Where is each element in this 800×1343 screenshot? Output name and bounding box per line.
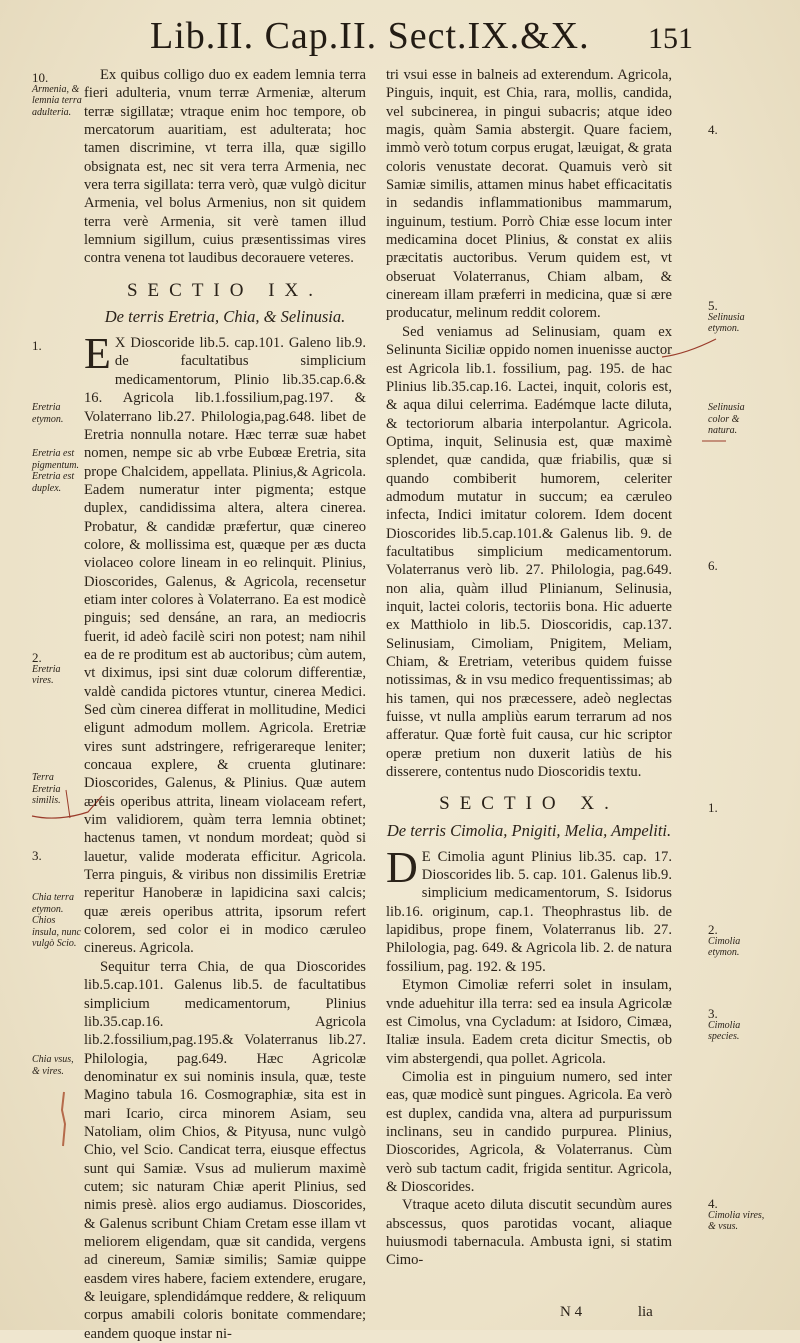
right-column	[386, 66, 672, 1270]
margin-number: 10.	[32, 70, 49, 85]
margin-note-left-2	[32, 340, 82, 352]
margin-text: Chia terra etymon. Chios insula, nunc vulgò Scio.	[32, 892, 81, 949]
margin-note-right-2	[708, 300, 766, 335]
margin-text: Eretria vires.	[32, 663, 61, 686]
paragraph: Cimolia est in pinguium numero, sed inter eas, quæ modicè sunt pingues. Agricola. Ea verò est duplex, candida vna, altera ad purpurissum inclinans, seu in candido purpurea. Plinius, Dioscorides, Agricola, & Volaterranus. Cùm verò sub tactum cadit, frigida sentitur. Agricola, & Dioscorides.	[386, 1068, 672, 1195]
margin-number: 6.	[708, 558, 718, 573]
margin-number: 2.	[32, 650, 42, 665]
margin-note-left-9	[32, 1054, 82, 1077]
margin-note-right-4	[708, 560, 766, 572]
paragraph: Etymon Cimoliæ referri solet in insulam, vnde aduehitur illa terra: sed ea insula Agricolæ est Cimolus, vna Cycladum: at Isidoro, Cimæa, Italiæ insula. Eadem creta dicitur Smectis, ob vim abstergendi, qua pollet. Agricola.	[386, 977, 672, 1067]
paragraph: Sed veniamus ad Selinusiam, quam ex Selinunta Siciliæ oppido nomen inuenisse auctor est Agricola lib.1. fossilium, pag. 195. de hac Plinius lib.35.cap.16. Lactei, inquit, coloris est, & aqua dilui celerrima. Eadémque lacte diluta, & tectoriorum albaria interpolantur. Agricola. Optima, inquit, Selinusia est, quæ maximè splendet, quæ candida, quæ friabilis, quæ si quando combiberit humorem, celeriter admodum mutatur in succum; ea cæruleo infecta, Indici imitatur colorem. Idem docent Dioscorides lib.5.cap.101.& Galenus lib. 9. de facultatibus simplicium medicamentorum. Volaterranus verò lib. 27. Philologia, pag.649. non alia, quàm illud Plinianum, Selinusia, inquit, lactei coloris, tectoriis bona. Hic aduerte ex Matthiolo in lib.5. Dioscoridis, cap.137. Selinusiam, Cimoliam, Pnigitem, Meliam, Chiam, & Eretriam, veteribus quidem fuisse notissimas, & in vsu medico frequentissimas; ab his tamen, qui nos præcessere, adeò neglectas fuisse, vt nulla ampliùs earum terrarum ad nos afferatur. Quæ fortè fuit causa, cur hic scriptor operæ pretium non duxerit latiùs de his disserere, contentus nudo Dioscoridis textu.	[386, 323, 672, 781]
margin-number: 3.	[32, 848, 42, 863]
running-head: Lib.II. Cap.II. Sect.IX.&X.	[150, 15, 590, 57]
drop-capital: E	[84, 329, 111, 379]
section-subheading-x: De terris Cimolia, Pnigiti, Melia, Ampeliti.	[386, 820, 672, 840]
paragraph-text: X Dioscoride lib.5. cap.101. Galeno lib.9. de facultatibus simplicium medicamentorum, Plinio lib.35.cap.6.& 16. Agricola lib.1.fossilium,pag.197. & Volaterrano lib.27. Philologia,pag.648. libet de Eretria nonnulla notare. Hæc terræ suæ habet nomen, nempe sic ab vrbe Eubœæ Eretria, sita prope Chalcidem, appellata. Plinius,& Agricola. Eadem numeratur inter pigmenta; estque duplex, candidissima altera, altera cinerea. Probatur, & candidæ præfertur, quæ cinereo colore, & mollissima est, quæque per æs ducta violaceo colore lineam in eo relinquit. Plinius, Dioscorides, Galenus, & Agricola, recensetur etiam inter colores à Volaterrano. Ea est modicè pinguis; sed densáne, an rara, an mediocris fuerit, id adeò facilè sciri non potest; nam nihil ea de re proditum est ab auctoribus; cùm autem, vt diximus, ipsi sint duæ colorum differentiæ, valdè candida pictores vtuntur, cinerea Medici. Sed cùm cinerea differat in mollitudine, Medici eligunt admodum mollem. Agricola. Eretriæ vires sunt adstringere, refrigerareque leniter; concaua explere, & cruenta glutinare: Dioscorides, Galenus, & Plinius. Quæ autem æreis operibus attrita, lineam violaceam refert, vim validiorem, quàm terra lemnia obtinet; hactenus tamen, vt nondum mordeat; quòd si lauetur, valide moderata efficitur. Agricola. Terra pinguis, & viribus non dissimilis Eretriæ reperitur Hanoberæ in lapidicina saxi calcis; quæ æreis operibus attrita, ipsorum refert colorem, sed color ei in modico cæruleo cinereus. Agricola.	[84, 335, 366, 957]
page-footer	[560, 1304, 700, 1321]
margin-text: Selinusia etymon.	[708, 311, 745, 334]
paragraph: Sequitur terra Chia, de qua Dioscorides lib.5.cap.101. Galenus lib.5. de facultatibus simplicium medicamentorum, Plinius lib.35.cap.16. Agricola lib.2.fossilium,pag.195.& Volaterranus lib.27. Philologia, pag.649. Hæc Agricolæ denominatur ex sui nominis insula, quæ, teste Magino tabula 16. Cosmographiæ, sita est in mari Icario, circa minorem Asiam, seu Natoliam, olim Chios, & Pityusa, nunc vulgò Chio, vel Scio. Candicat terra, eiusque effectus sunt qui Samiæ. Vsus ad mulierum maximè cutem; sic naturam Chiæ aperit Plinius, sed nimis presè. alios ergo audiamus. Dioscorides, & Galenus scribunt Chiam Cretam esse illam vt meliorem eligendam, quæ sit candida, vergens ad cinereum, Samiæ similis; Samiæ quippe easdem vires habere, faciem extendere, erugare, & leuigare, splendidámque reddere, & reliquum corpus amabili coloris bonitate commendare; eandem quoque instar ni-	[84, 958, 366, 1342]
paragraph: tri vsui esse in balneis ad exterendum. Agricola, Pinguis, inquit, est Chia, rara, mollis, candida, vel subcinerea, in pingui subacris; atque ideo magis, quàm Samia abstergit. Quare faciem, immò verò totum corpus erugat, læuigat, & grata coloris venustate decorat. Quamuis verò sit Samiæ similis, attamen minus habet efficacitatis in sedandis inflammationibus mammarum, inguinum, testium. Porrò Chiæ esse locum inter medicamina docet Plinius, & constat ex aliis præcitatis auctoribus. Verum quidem est, vt obseruat Volaterranus, Chiam albam, & cineream illam præferri in medicina, quæ si ære producatur, melinum reddit colorem.	[386, 67, 672, 322]
section-subheading-ix: De terris Eretria, Chia, & Selinusia.	[104, 307, 346, 327]
ink-mark-left-2	[56, 1090, 72, 1150]
margin-note-left-7	[32, 850, 82, 862]
margin-text: Selinusia color & natura.	[708, 402, 745, 436]
drop-capital: D	[386, 842, 418, 892]
margin-text: Eretria etymon.	[32, 402, 64, 425]
margin-text: Eretria est pigmentum. Eretria est duplex.	[32, 448, 79, 494]
left-column	[84, 66, 366, 1343]
paragraph: Vtraque aceto diluta discutit secundùm aures abscessus, quos parotidas vocant, aliaque huiusmodi tabernacula. Ambusta igni, si statim Cimo-	[386, 1197, 672, 1269]
margin-number: 3.	[708, 1006, 718, 1021]
margin-text: Cimolia vires, & vsus.	[708, 1209, 765, 1232]
margin-number: 4.	[708, 122, 718, 137]
catchword: lia	[637, 1304, 653, 1320]
paragraph-text: E Cimolia agunt Plinius lib.35. cap. 17. Dioscorides lib. 5. cap. 101. Galenus lib.9. simplicium medicamentorum, S. Isidorus lib.16. originum, cap.1. Theophrastus lib. de lapidibus, prope finem, Volaterranus lib. 27. Philologia, pag. 649. & Agricola lib. 2. de natura fossilium, pag. 192. & 195.	[386, 848, 672, 975]
paragraph-with-dropcap	[84, 329, 366, 958]
margin-note-right-5	[708, 802, 766, 814]
margin-number: 1.	[708, 800, 718, 815]
margin-text: Chia vsus, & vires.	[32, 1054, 74, 1077]
margin-text: Terra Eretria similis.	[32, 772, 61, 806]
ink-dash-right	[700, 436, 730, 446]
margin-text: Cimolia species.	[708, 1019, 741, 1042]
paragraph-with-dropcap	[386, 842, 672, 976]
margin-note-left-5	[32, 652, 82, 687]
margin-note-right-6	[708, 924, 766, 959]
signature-mark: N 4	[560, 1304, 583, 1320]
margin-number: 4.	[708, 1196, 718, 1211]
section-heading-ix: SECTIO IX.	[126, 279, 324, 301]
margin-note-right-7	[708, 1008, 766, 1043]
margin-number: 5.	[708, 298, 718, 313]
margin-note-left-4	[32, 448, 82, 494]
paragraph: Ex quibus colligo duo ex eadem lemnia terra fieri adulteria, vnum terræ Armeniæ, alterum terræ sigillatæ; vtraque enim hoc tempore, ob mercatorum auaritiam, est adulterata; hoc tamen discrimine, vt terra illa, quæ sigillo obsignata est, nec sit vera terra Armenia, nec vera terra sigillata: terra verò, quæ vulgò dicitur Armenia, vel bolus Armenius, non sit quidem terra verè Armenia, sit verè tamen illud lemnium sigillum, cuius præsentissimas vires contra venena tot laudibus decorauere veteres.	[84, 67, 366, 267]
margin-number: 1.	[32, 338, 42, 353]
margin-note-right-1	[708, 124, 766, 136]
margin-note-right-3	[708, 402, 766, 437]
margin-note-right-8	[708, 1198, 766, 1233]
margin-text: Cimolia etymon.	[708, 935, 741, 958]
margin-text: Armenia, & lemnia terra adulteria.	[32, 83, 82, 118]
page-number: 151	[648, 22, 693, 55]
margin-note-left-1	[32, 72, 82, 118]
margin-note-left-3	[32, 402, 82, 425]
margin-number: 2.	[708, 922, 718, 937]
section-heading-x: SECTIO X.	[439, 793, 619, 815]
margin-note-left-8	[32, 892, 82, 950]
